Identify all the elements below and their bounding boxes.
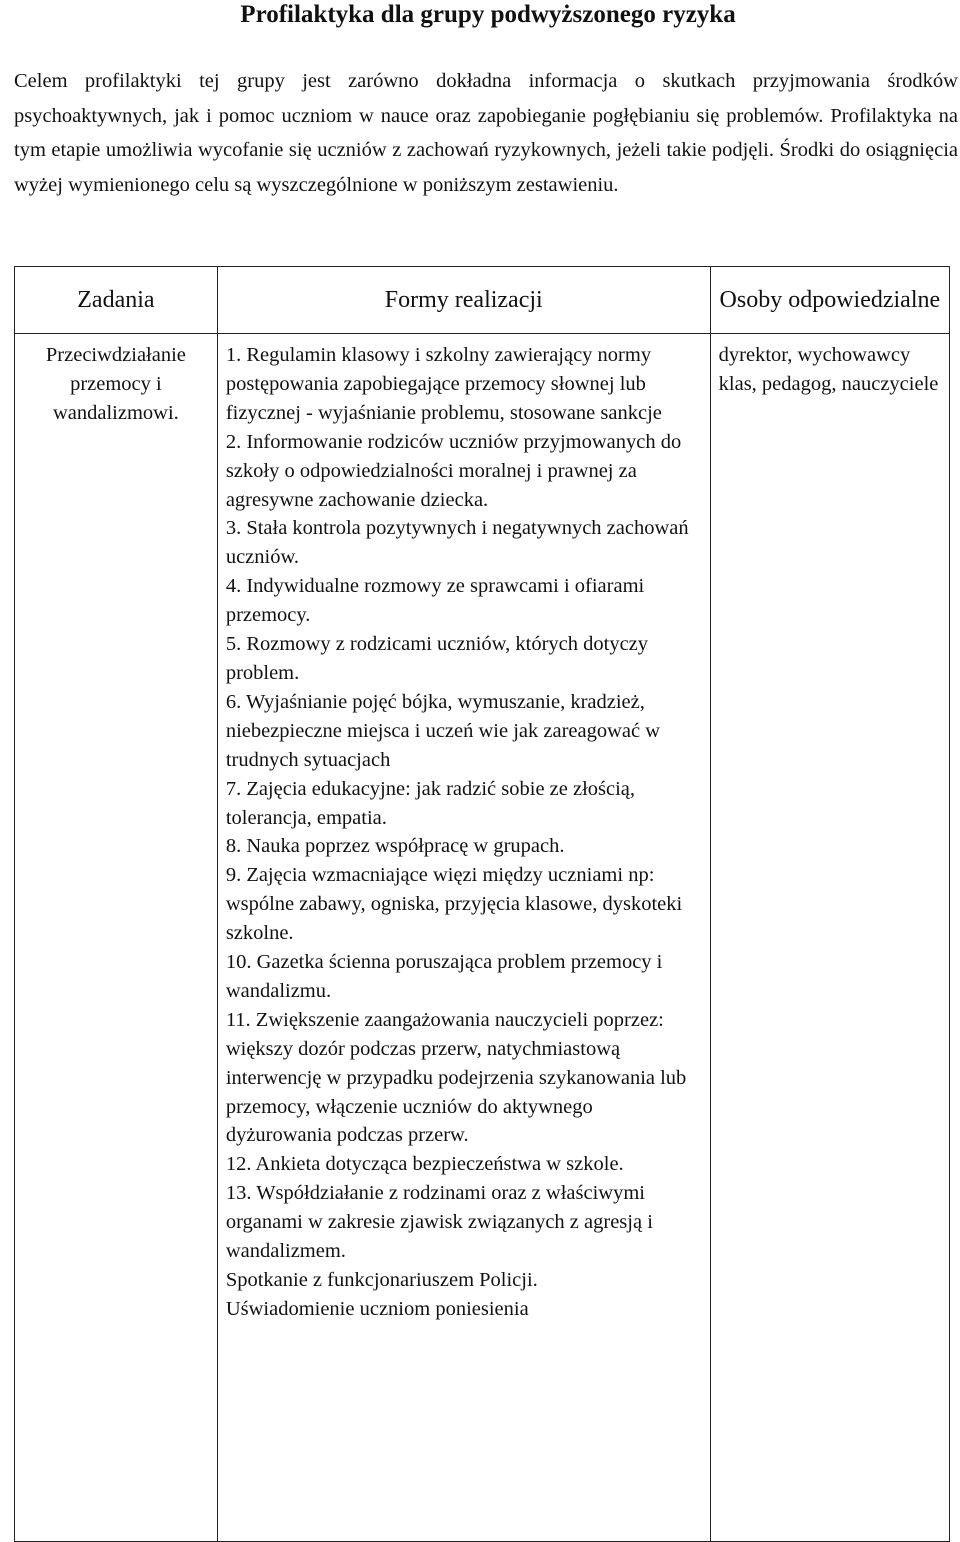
header-forms: Formy realizacji — [217, 267, 710, 334]
forms-cell — [217, 334, 710, 1542]
persons-cell: dyrektor, wychowawcy klas, pedagog, nauczyciele — [710, 334, 949, 1542]
form-item-3: 3. Stała kontrola pozytywnych i negatywnych zachowań uczniów. — [225, 517, 689, 569]
header-tasks: Zadania — [15, 267, 218, 334]
measures-table-container — [14, 266, 950, 1542]
form-item-4: 4. Indywidualne rozmowy ze sprawcami i ofiarami przemocy. — [225, 575, 645, 627]
form-item-13: 13. Współdziałanie z rodzinami oraz z właściwymi organami w zakresie zjawisk związanych z agresją i wandalizmem. — [225, 1182, 653, 1263]
form-item-12: 12. Ankieta dotycząca bezpieczeństwa w szkole. — [225, 1153, 624, 1176]
task-cell: Przeciwdziałanie przemocy i wandalizmowi. — [15, 334, 218, 1542]
form-item-1: 1. Regulamin klasowy i szkolny zawierający normy postępowania zapobiegające przemocy słownej lub fizycznej - wyjaśnianie problemu, stosowane sankcje — [225, 344, 662, 424]
form-item-8: 8. Nauka poprzez współpracę w grupach. — [225, 835, 565, 858]
form-item-police-meeting: Spotkanie z funkcjonariuszem Policji. — [225, 1269, 538, 1291]
document-heading: Profilaktyka dla grupy podwyższonego ryzyka — [240, 1, 736, 28]
form-item-2: 2. Informowanie rodziców uczniów przyjmowanych do szkoły o odpowiedzialności moralnej i prawnej za agresywne zachowanie dziecka. — [225, 430, 682, 511]
measures-table — [14, 266, 950, 1542]
form-item-5: 5. Rozmowy z rodzicami uczniów, których dotyczy problem. — [225, 633, 649, 684]
header-persons: Osoby odpowiedzialne — [710, 267, 949, 334]
table-row — [15, 334, 950, 1542]
table-header-row — [15, 267, 950, 334]
form-item-10: 10. Gazetka ścienna poruszająca problem przemocy i wandalizmu. — [225, 951, 663, 1002]
form-item-9: 9. Zajęcia wzmacniające więzi między uczniami np: wspólne zabawy, ogniska, przyjęcia klasowe, dyskoteki szkolne. — [225, 864, 683, 945]
form-item-7: 7. Zajęcia edukacyjne: jak radzić sobie ze złością, tolerancja, empatia. — [225, 777, 636, 829]
intro-paragraph: Celem profilaktyki tej grupy jest zarówno dokładna informacja o skutkach przyjmowania środków psychoaktywnych, jak i pomoc uczniom w nauce oraz zapobieganie pogłębianiu się problemów. Profilaktyka na tym etapie umożliwia wycofanie się uczniów z zachowań ryzykownych, jeżeli takie podjęli. Środki do osiągnięcia wyżej wymienionego celu są wyszczególnione w poniższym zestawieniu. — [14, 70, 958, 197]
form-item-awareness: Uświadomienie uczniom poniesienia — [225, 1297, 529, 1320]
form-item-6: 6. Wyjaśnianie pojęć bójka, wymuszanie, kradzież, niebezpieczne miejsca i uczeń wie jak zareagować w trudnych sytuacjach — [225, 690, 661, 771]
form-item-11: 11. Zwiększenie zaangażowania nauczycieli poprzez: większy dozór podczas przerw, natychmiastową interwencję w przypadku podejrzenia szykanowania lub przemocy, włączenie uczniów do aktywnego dyżurowania podczas przerw. — [225, 1008, 687, 1147]
